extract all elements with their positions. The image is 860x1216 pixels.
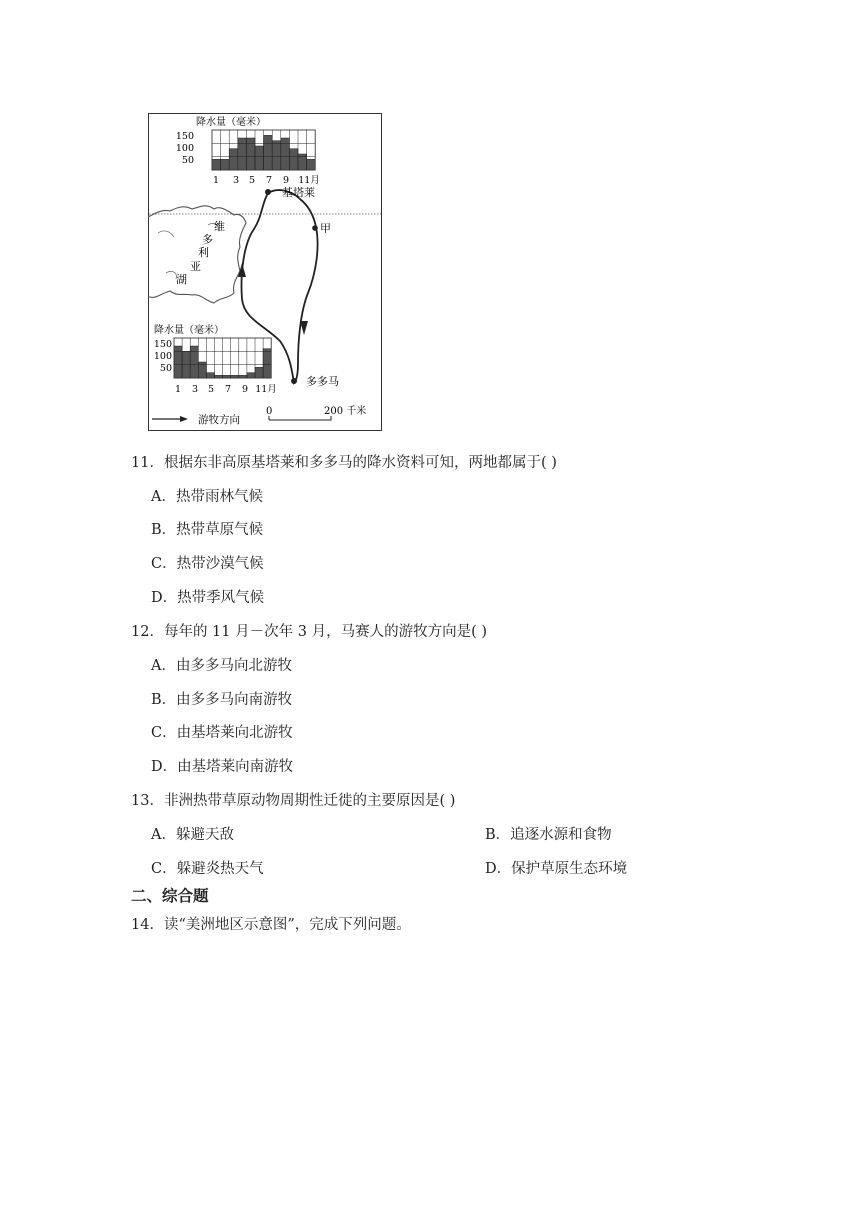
chart-bottom-bar-month-7 [223, 375, 231, 378]
chart-top-bar-month-12 [307, 159, 316, 170]
question-12 [131, 620, 487, 641]
chart-top-bar-month-1 [212, 159, 221, 170]
chart-top-bar-month-3 [229, 149, 238, 170]
kitale-point [265, 189, 271, 195]
chart-bottom-ytick-100: 100 [153, 351, 172, 362]
scale-zero: 0 [266, 406, 273, 417]
chart-top-bar-month-2 [221, 159, 230, 170]
scale-value: 200 千米 [324, 406, 367, 417]
chart-bottom-bar-month-9 [239, 375, 247, 378]
chart-bottom-bar-month-3 [190, 346, 198, 378]
q13-option-c: C．躲避炎热天气 [151, 861, 264, 877]
svg-text:湖: 湖 [176, 273, 187, 286]
q11-option-a: A．热带雨林气候 [151, 489, 263, 505]
q11-option-b: B．热带草原气候 [151, 522, 264, 538]
chart-top-bar-month-6 [255, 146, 264, 170]
q11-option-d: D．热带季风气候 [151, 590, 265, 606]
chart-bottom-bar-month-11 [255, 367, 263, 378]
chart-top-ytick-150: 150 [175, 131, 194, 142]
q12-option-c: C．由基塔莱向北游牧 [151, 725, 293, 741]
q13-option-d: D．保护草原生态环境 [485, 861, 628, 877]
chart-top-bar-month-11 [298, 154, 307, 170]
chart-top-xtick-5: 5 [248, 175, 256, 186]
chart-top-bar-month-10 [289, 149, 298, 170]
question-number: 12． [131, 624, 164, 640]
dodoma-label: 多多马 [306, 375, 339, 388]
chart-bottom-ytick-150: 150 [153, 339, 172, 350]
question-11 [131, 451, 557, 472]
chart-top-bar-month-4 [238, 138, 247, 170]
chart-bottom-ylabel: 降水量（毫米） [154, 325, 224, 336]
chart-bottom-xtick-1: 1 [174, 384, 182, 395]
chart-top-bars [212, 130, 315, 170]
chart-top-xtick-1: 1 [212, 175, 220, 186]
question-text: 根据东非高原基塔莱和多多马的降水资料可知，两地都属于( ) [163, 455, 557, 471]
q12-option-d: D．由基塔莱向南游牧 [151, 759, 294, 775]
chart-bottom-bar-month-12 [263, 349, 271, 378]
question-number: 13． [131, 793, 164, 809]
chart-bottom-xtick-5: 5 [207, 384, 215, 395]
svg-text:亚: 亚 [190, 260, 201, 273]
question-text: 非洲热带草原动物周期性迁徙的主要原因是( ) [163, 793, 456, 809]
question-text: 每年的 11 月－次年 3 月，马赛人的游牧方向是( ) [163, 624, 487, 640]
q13-option-b: B．追逐水源和食物 [485, 827, 612, 843]
q13-option-a: A．躲避天敌 [151, 827, 234, 843]
chart-top-xtick-7: 7 [265, 175, 273, 186]
section-title: 二、综合题 [131, 887, 209, 905]
jia-point [312, 225, 318, 231]
chart-bottom-bar-month-5 [206, 373, 214, 378]
chart-bottom-bar-month-8 [231, 375, 239, 378]
kitale-label: 基塔莱 [282, 186, 315, 199]
chart-bottom-ytick-50: 50 [159, 363, 172, 374]
jia-label: 甲 [320, 222, 331, 235]
question-13 [131, 789, 455, 810]
chart-bottom-bar-month-6 [215, 375, 223, 378]
chart-top-ytick-50: 50 [181, 155, 194, 166]
chart-top-bar-month-7 [264, 135, 273, 170]
chart-top-ytick-100: 100 [175, 143, 194, 154]
chart-top-bar-month-5 [246, 138, 255, 170]
chart-top-ylabel: 降水量（毫米） [196, 117, 266, 128]
question-number: 14． [131, 917, 164, 933]
chart-bottom-xtick-11: 11月 [255, 384, 277, 395]
q12-option-a: A．由多多马向北游牧 [151, 658, 292, 674]
q12-option-b: B．由多多马向南游牧 [151, 692, 293, 708]
chart-bottom-bar-month-4 [198, 362, 206, 378]
svg-text:多: 多 [202, 233, 213, 246]
question-number: 11． [131, 455, 164, 471]
chart-bottom-xtick-9: 9 [241, 384, 249, 395]
chart-top-xtick-11: 11月 [298, 175, 320, 186]
chart-bottom-bars [174, 338, 271, 378]
question-text: 读“美洲地区示意图”，完成下列问题。 [163, 917, 411, 933]
question-14 [131, 913, 411, 934]
chart-top-xtick-3: 3 [232, 175, 240, 186]
chart-bottom-bar-month-1 [174, 346, 182, 378]
legend-label: 游牧方向 [198, 414, 240, 426]
svg-text:利: 利 [198, 246, 209, 259]
chart-bottom-xtick-7: 7 [224, 384, 232, 395]
dodoma-point [291, 378, 297, 384]
chart-top-bar-month-8 [272, 141, 281, 170]
migration-map-figure [148, 113, 382, 431]
chart-bottom-bar-month-10 [247, 373, 255, 378]
chart-top-xtick-9: 9 [282, 175, 290, 186]
svg-text:维: 维 [214, 220, 225, 233]
q11-option-c: C．热带沙漠气候 [151, 556, 264, 572]
chart-bottom-xtick-3: 3 [191, 384, 199, 395]
chart-top-bar-month-9 [281, 138, 290, 170]
